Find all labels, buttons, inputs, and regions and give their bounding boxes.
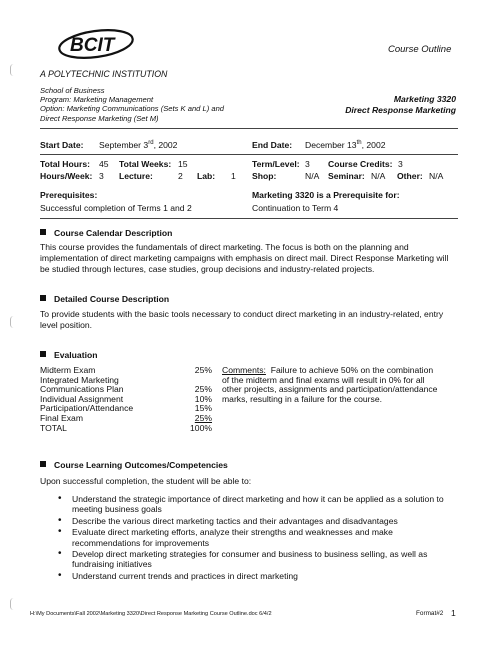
list-item: • Develop direct marketing strategies for consumer and business to business selling, as well as fundraising initiatives	[40, 549, 460, 570]
lab-value: 1	[231, 171, 236, 181]
divider	[40, 128, 458, 129]
outcomes-heading: Course Learning Outcomes/Competencies	[40, 460, 228, 470]
program-block	[40, 86, 224, 123]
binder-hole-mark	[10, 598, 17, 610]
evaluation-row: Integrated Marketing	[40, 374, 119, 385]
total-weeks-label: Total Weeks:	[119, 159, 172, 169]
option-line-1: Option: Marketing Communications (Sets K and L) and	[40, 104, 225, 114]
footer-format: Format#2	[416, 610, 444, 617]
seminar-label: Seminar:	[328, 171, 365, 181]
evaluation-row: Midterm Exam 25%	[40, 365, 212, 375]
detailed-text: To provide students with the basic tools necessary to conduct direct marketing in an industry-related, entry level position.	[40, 309, 444, 330]
hours-week-label: Hours/Week:	[40, 171, 93, 181]
prerequisites-value: Successful completion of Terms 1 and 2	[40, 203, 192, 213]
calendar-heading: Course Calendar Description	[40, 228, 172, 238]
other-value: N/A	[429, 171, 444, 181]
calendar-text: This course provides the fundamentals of direct marketing. The focus is both on the planning and implementation of direct marketing campaigns with emphasis on direct mail. Direct Response Marketing will be studied through lectures, case studies, group decisions and industry-related projects.	[40, 242, 449, 274]
divider	[40, 154, 458, 155]
total-hours-value: 45	[99, 159, 109, 169]
evaluation-table	[40, 366, 212, 433]
option-line-2: Direct Response Marketing (Set M)	[40, 113, 159, 123]
detailed-heading: Detailed Course Description	[40, 294, 169, 304]
divider	[40, 218, 458, 219]
bullet-square-icon	[40, 295, 46, 301]
prerequisite-for-label: Marketing 3320 is a Prerequisite for:	[252, 190, 400, 200]
footer-file-path: H:\My Documents\Fall 2002\Marketing 3320\Direct Response Marketing Course Outline.doc 6/4/2	[30, 611, 272, 617]
binder-hole-mark	[10, 316, 17, 328]
school-name: School of Business	[40, 86, 105, 95]
hours-week-value: 3	[99, 171, 104, 181]
list-item: • Understand current trends and practices in direct marketing	[40, 571, 460, 581]
start-date-label: Start Date:	[40, 140, 84, 150]
evaluation-heading: Evaluation	[40, 350, 97, 360]
shop-value: N/A	[305, 171, 320, 181]
lecture-value: 2	[178, 171, 183, 181]
evaluation-row: Final Exam 25%	[40, 412, 212, 423]
term-value: 3	[305, 159, 310, 169]
bcit-logo	[58, 24, 138, 62]
list-item: • Understand the strategic importance of direct marketing and how it can be applied as a solution to meeting business goals	[40, 494, 460, 515]
bullet-square-icon	[40, 461, 46, 467]
credits-label: Course Credits:	[328, 159, 393, 169]
page-number: 1	[451, 608, 456, 618]
prerequisites-label: Prerequisites:	[40, 190, 98, 200]
shop-label: Shop:	[252, 171, 277, 181]
credits-value: 3	[398, 159, 403, 169]
comments-label: Comments:	[222, 365, 266, 375]
institution-tagline: A POLYTECHNIC INSTITUTION	[40, 69, 168, 79]
term-label: Term/Level:	[252, 159, 300, 169]
outcomes-list	[40, 494, 460, 582]
evaluation-row: Individual Assignment 10%	[40, 393, 212, 404]
course-title: Direct Response Marketing	[345, 105, 456, 115]
list-item: • Describe the various direct marketing tactics and their advantages and disadvantages	[40, 516, 460, 526]
end-date-value: December 13th, 2002	[305, 140, 386, 150]
list-item: • Evaluate direct marketing efforts, analyze their strengths and weaknesses and make recommendations for improvements	[40, 527, 460, 548]
evaluation-row: Communications Plan 25%	[40, 384, 212, 395]
bullet-square-icon	[40, 229, 46, 235]
total-hours-label: Total Hours:	[40, 159, 90, 169]
evaluation-total-row: TOTAL 100%	[40, 422, 212, 433]
seminar-value: N/A	[371, 171, 386, 181]
program-name: Program: Marketing Management	[40, 95, 154, 105]
end-date-label: End Date:	[252, 140, 293, 150]
logo-text: BCIT	[70, 35, 115, 56]
evaluation-row: Participation/Attendance 15%	[40, 403, 212, 414]
prerequisite-for-value: Continuation to Term 4	[252, 203, 339, 213]
course-code: Marketing 3320	[393, 94, 456, 104]
evaluation-comments: Comments: Failure to achieve 50% on the combination of the midterm and final exams will result in 0% for all other projects, assignments and participation/attendance marks, resulting in a failure for the course.	[222, 365, 438, 404]
course-outline-label: Course Outline	[388, 44, 452, 55]
other-label: Other:	[397, 171, 423, 181]
binder-hole-mark	[10, 64, 17, 76]
lab-label: Lab:	[197, 171, 216, 181]
bullet-square-icon	[40, 351, 46, 357]
outcomes-intro: Upon successful completion, the student will be able to:	[40, 476, 252, 486]
lecture-label: Lecture:	[119, 171, 153, 181]
start-date-value: September 3rd, 2002	[99, 140, 178, 150]
total-weeks-value: 15	[178, 159, 188, 169]
